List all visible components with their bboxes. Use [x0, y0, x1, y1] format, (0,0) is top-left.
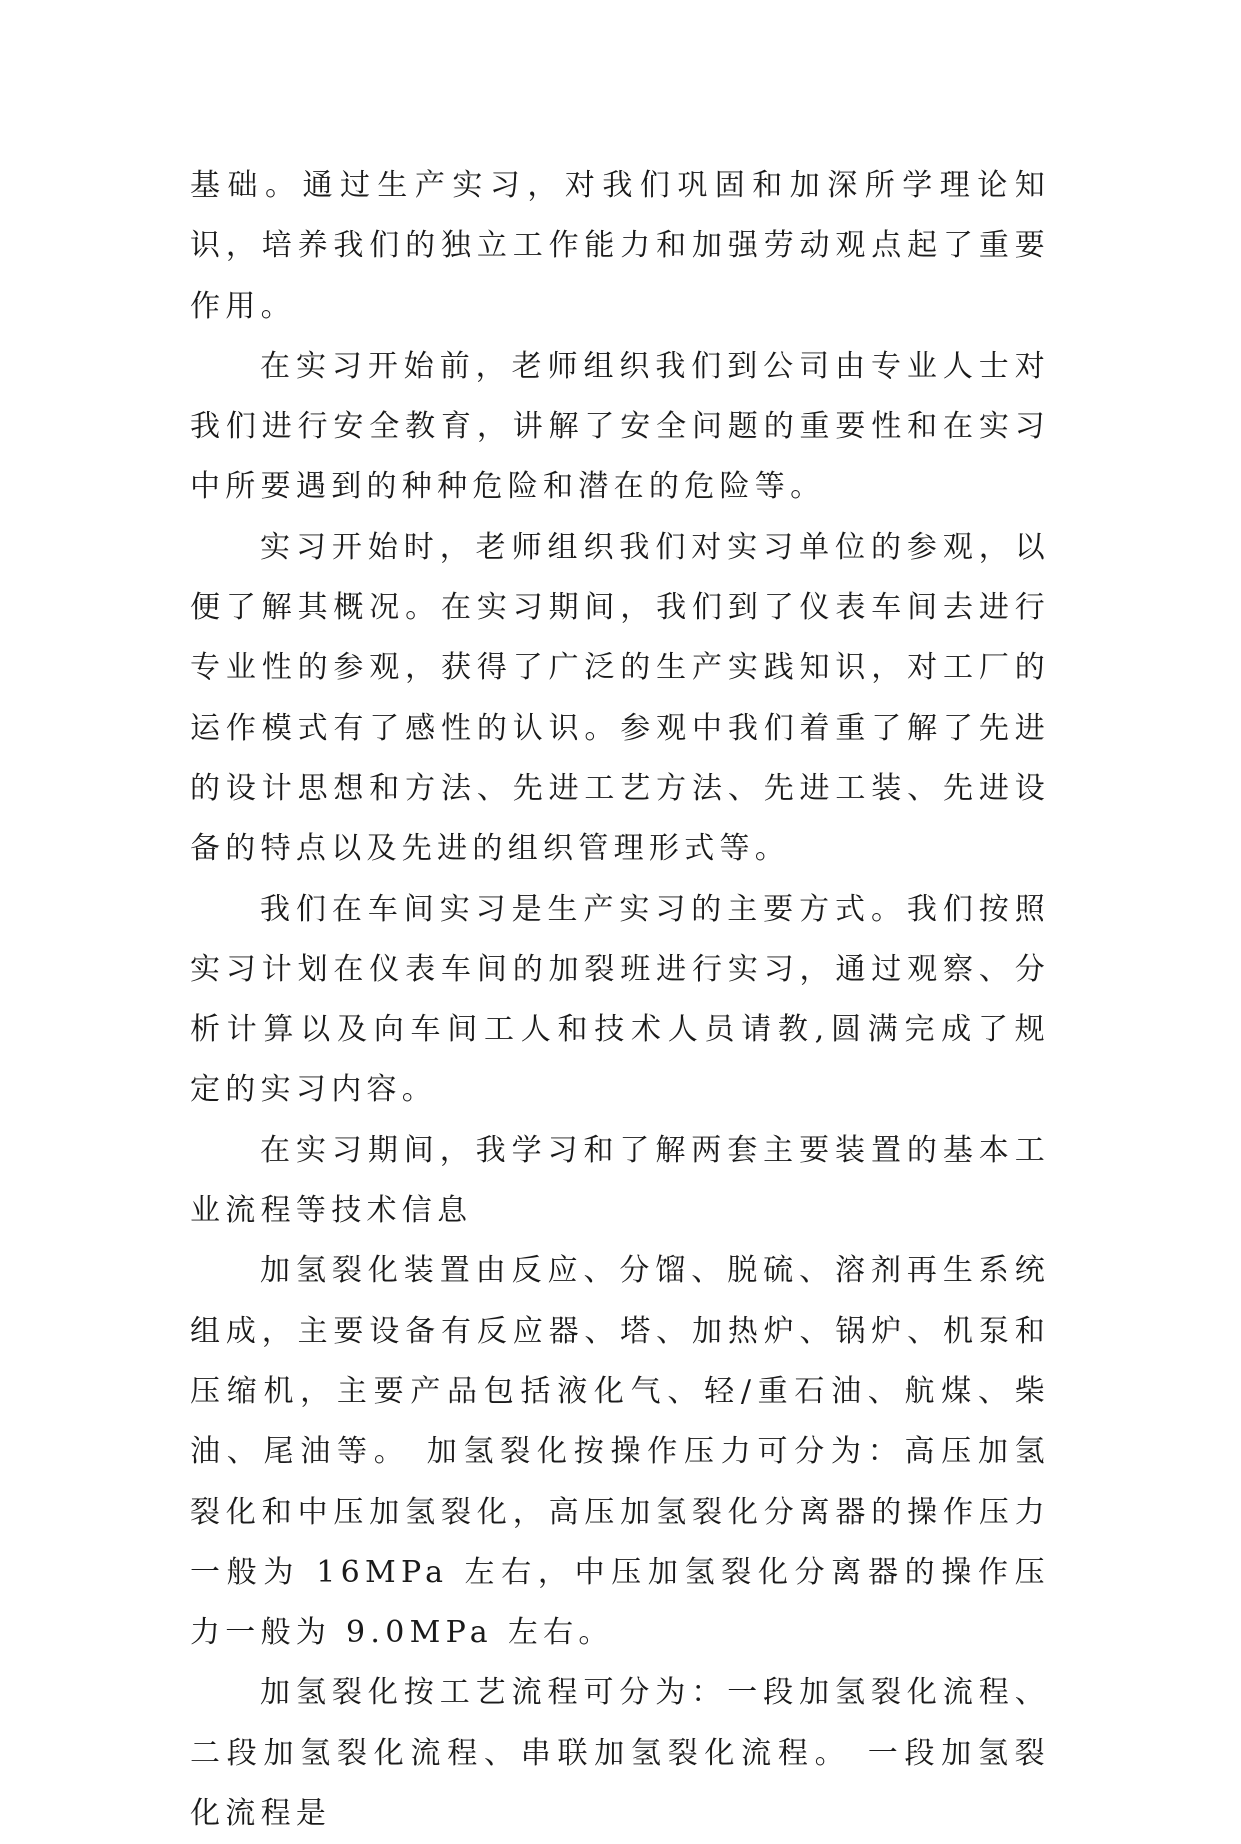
paragraph-6: 加氢裂化装置由反应、分馏、脱硫、溶剂再生系统组成，主要设备有反应器、塔、加热炉、锅炉、机泵和压缩机，主要产品包括液化气、轻/重石油、航煤、柴油、尾油等。 加氢裂化按操作压力可分为：高压加氢裂化和中压加氢裂化，高压加氢裂化分离器的操作压力一般为 16MPa 左右，中压加氢裂化分离器的操作压力一般为 9.0MPa 左右。 [190, 1253, 1050, 1651]
paragraph-2: 在实习开始前，老师组织我们到公司由专业人士对我们进行安全教育，讲解了安全问题的重要性和在实习中所要遇到的种种危险和潜在的危险等。 [190, 348, 1050, 505]
paragraph-5: 在实习期间，我学习和了解两套主要装置的基本工业流程等技术信息 [190, 1132, 1050, 1229]
paragraph-1: 基础。通过生产实习，对我们巩固和加深所学理论知识，培养我们的独立工作能力和加强劳动观点起了重要作用。 [190, 168, 1050, 324]
document-body [190, 156, 1050, 1844]
paragraph-4: 我们在车间实习是生产实习的主要方式。我们按照实习计划在仪表车间的加裂班进行实习，通过观察、分析计算以及向车间工人和技术人员请教,圆满完成了规定的实习内容。 [190, 891, 1050, 1108]
paragraph-7: 加氢裂化按工艺流程可分为：一段加氢裂化流程、二段加氢裂化流程、串联加氢裂化流程。 一段加氢裂化流程是 [190, 1675, 1050, 1832]
paragraph-3: 实习开始时，老师组织我们对实习单位的参观，以便了解其概况。在实习期间，我们到了仪表车间去进行专业性的参观，获得了广泛的生产实践知识，对工厂的运作模式有了感性的认识。参观中我们着重了解了先进的设计思想和方法、先进工艺方法、先进工装、先进设备的特点以及先进的组织管理形式等。 [190, 529, 1050, 867]
